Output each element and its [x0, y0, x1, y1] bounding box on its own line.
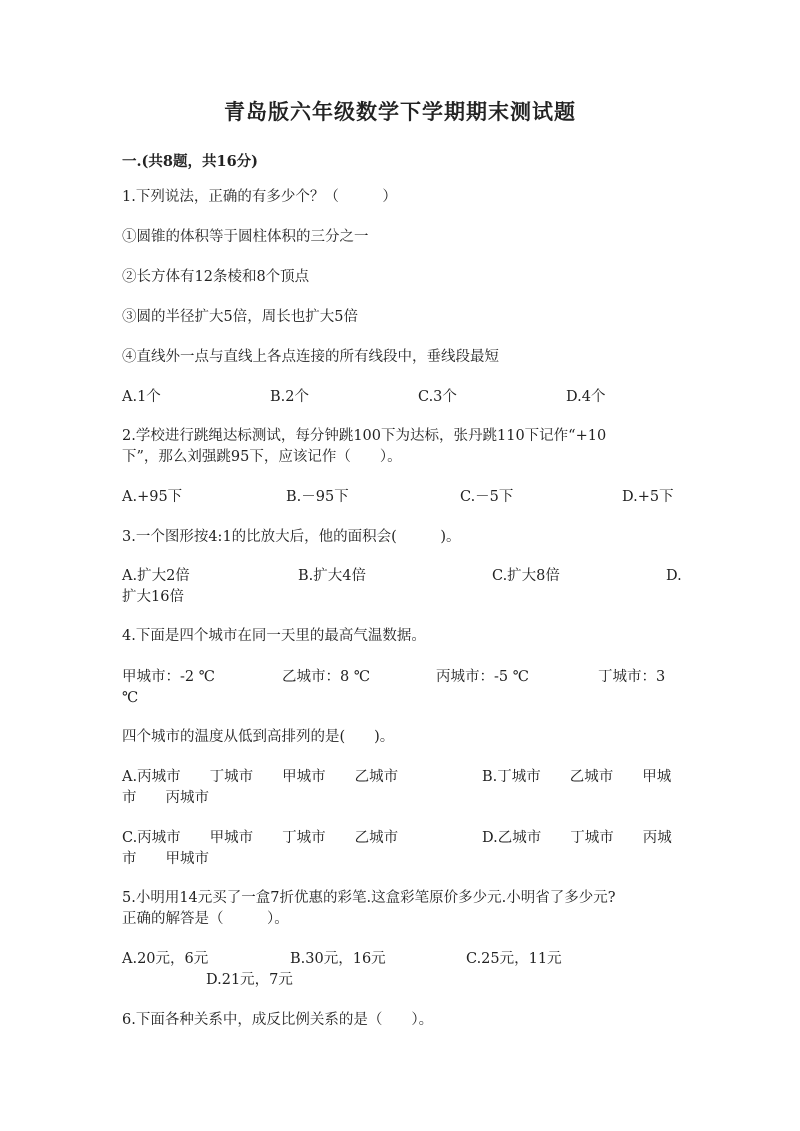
q4-option-b: B.丁城市 乙城市 甲城	[482, 769, 672, 785]
q4-option-d-cont: 市 甲城市	[122, 851, 209, 867]
page-title: 青岛版六年级数学下学期期末测试题	[224, 99, 576, 124]
q3-stem: 3.一个图形按4:1的比放大后，他的面积会( )。	[122, 529, 461, 545]
q1-option-a: A.1个	[122, 389, 161, 405]
q4-option-d: D.乙城市 丁城市 丙城	[482, 830, 672, 846]
q3-option-a: A.扩大2倍	[122, 568, 190, 584]
q2-option-b: B.－95下	[286, 489, 349, 505]
q1-statement-2: ②长方体有12条棱和8个顶点	[122, 269, 310, 285]
q1-statement-1: ①圆锥的体积等于圆柱体积的三分之一	[122, 229, 369, 245]
q4-city-ding-unit: ℃	[122, 690, 139, 706]
q4-option-b-cont: 市 丙城市	[122, 790, 209, 806]
q5-stem-line-2: 正确的解答是（ ）。	[122, 911, 289, 927]
q4-city-jia: 甲城市：-2 ℃	[122, 669, 215, 685]
q2-option-a: A.+95下	[122, 489, 183, 505]
q2-option-c: C.－5下	[460, 489, 514, 505]
q1-statement-3: ③圆的半径扩大5倍，周长也扩大5倍	[122, 309, 358, 325]
q1-stem: 1.下列说法，正确的有多少个？（ ）	[122, 189, 397, 205]
q2-option-d: D.+5下	[622, 489, 674, 505]
q2-stem-line-2: 下”，那么刘强跳95下，应该记作（ ）。	[122, 449, 402, 465]
q5-stem-line-1: 5.小明用14元买了一盒7折优惠的彩笔.这盒彩笔原价多少元.小明省了多少元?	[122, 890, 616, 906]
q5-option-a: A.20元，6元	[122, 951, 209, 967]
q4-option-c: C.丙城市 甲城市 丁城市 乙城市	[122, 830, 399, 846]
q4-question: 四个城市的温度从低到高排列的是( )。	[122, 729, 395, 745]
q3-option-d-text: 扩大16倍	[122, 589, 184, 605]
q1-option-c: C.3个	[418, 389, 457, 405]
q4-stem: 4.下面是四个城市在同一天里的最高气温数据。	[122, 628, 426, 644]
q1-option-d: D.4个	[566, 389, 606, 405]
q6-stem: 6.下面各种关系中，成反比例关系的是（ ）。	[122, 1012, 434, 1028]
q5-option-b: B.30元，16元	[290, 951, 386, 967]
q5-option-d: D.21元，7元	[206, 972, 293, 988]
q3-option-d-label: D.	[666, 568, 682, 584]
q4-city-bing: 丙城市：-5 ℃	[436, 669, 529, 685]
q4-city-ding: 丁城市：3	[598, 669, 666, 685]
q5-option-c: C.25元，11元	[466, 951, 562, 967]
q1-statement-4: ④直线外一点与直线上各点连接的所有线段中，垂线段最短	[122, 349, 499, 365]
q2-stem-line-1: 2.学校进行跳绳达标测试，每分钟跳100下为达标，张丹跳110下记作“+10	[122, 428, 607, 444]
q4-city-yi: 乙城市：8 ℃	[282, 669, 371, 685]
q4-option-a: A.丙城市 丁城市 甲城市 乙城市	[122, 769, 399, 785]
q3-option-b: B.扩大4倍	[298, 568, 366, 584]
q1-option-b: B.2个	[270, 389, 309, 405]
section-heading: 一.(共8题，共16分)	[122, 153, 259, 170]
q3-option-c: C.扩大8倍	[492, 568, 560, 584]
